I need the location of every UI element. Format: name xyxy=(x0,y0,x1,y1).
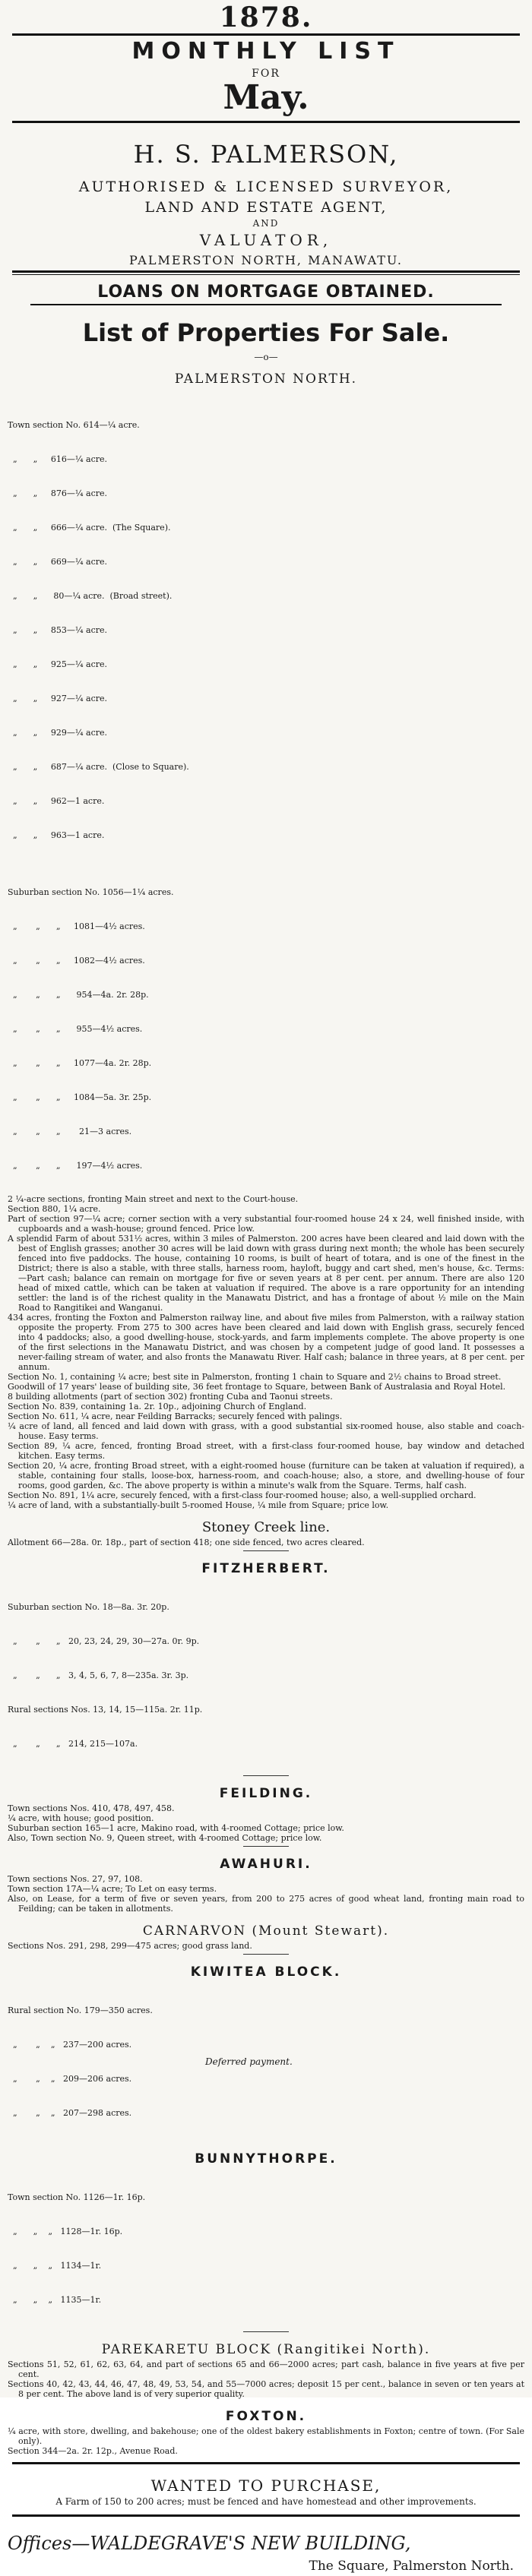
list-item: „ „ „ 1128—1r. 16p. xyxy=(8,2227,123,2236)
list-item: Town sections Nos. 27, 97, 108. xyxy=(8,1874,143,1884)
page-title: MONTHLY LIST xyxy=(131,38,401,65)
list-item: „ „ „ 237—200 acres. xyxy=(8,2040,132,2050)
list-item: Section No. 891, 1¼ acre, securely fenced, with a first-class four-roomed house; also, a well-supplied orchard. xyxy=(8,1490,477,1500)
list-item: Section 344—2a. 2r. 12p., Avenue Road. xyxy=(8,2446,178,2456)
list-item: „ „ 963—1 acre. xyxy=(8,830,105,840)
list-item: „ „ „ 1077—4a. 2r. 28p. xyxy=(8,1058,152,1068)
list-item: Goodwill of 17 years' lease of building site, 36 feet frontage to Square, between Bank of Australasia and Royal Hotel. xyxy=(8,1382,506,1392)
list-item: Suburban section 165—1 acre, Makino road, with 4-roomed Cottage; price low. xyxy=(8,1823,344,1833)
list-item: „ „ „ 1081—4½ acres. xyxy=(8,921,145,931)
wanted-rule xyxy=(12,2462,520,2464)
list-item: „ „ „ 3, 4, 5, 6, 7, 8—235a. 3r. 3p. xyxy=(8,1670,189,1680)
list-item: „ „ 927—¼ acre. xyxy=(8,694,107,703)
list-item: ¼ acre, with house; good position. xyxy=(8,1813,154,1823)
list-item: Also, on Lease, for a term of five or seven years, from 200 to 275 acres of good wheat land, fronting main road to Feilding; can be taken in allotments. xyxy=(8,1894,524,1914)
palmerston-entries xyxy=(8,1194,524,1510)
list-item: „ „ „ 209—206 acres. xyxy=(8,2074,132,2084)
kiwitea-block xyxy=(8,1982,524,2141)
list-item: „ „ 616—¼ acre. xyxy=(8,454,107,464)
town-section-list xyxy=(8,397,524,864)
list-item: Section 20, ¼ acre, fronting Broad street, with a eight-roomed house (furniture can be taken at valuation if required), a stable, containing four stalls, loose-box, harness-room, and coach-house; also, a store, and dwelling-house of four rooms, good garden, &c. The above property is within a minute's walk from the Square. Terms, half cash. xyxy=(8,1461,524,1490)
list-item: Section 880, 1¼ acre. xyxy=(8,1204,101,1214)
wanted-heading: WANTED TO PURCHASE, xyxy=(150,2476,382,2495)
section-heading-feilding: FEILDING. xyxy=(219,1786,313,1801)
list-item: Rural sections Nos. 13, 14, 15—115a. 2r. 11p. xyxy=(8,1705,203,1715)
list-item: Suburban section No. 18—8a. 3r. 20p. xyxy=(8,1602,169,1612)
list-item: „ „ „ 207—298 acres. xyxy=(8,2108,132,2118)
list-item: „ „ 666—¼ acre. (The Square). xyxy=(8,523,171,533)
agent-name: H. S. PALMERSON, xyxy=(133,140,399,169)
list-item: „ „ „ 1134—1r. xyxy=(8,2261,102,2271)
list-item: „ „ „ 1082—4½ acres. xyxy=(8,956,145,966)
offices-address: The Square, Palmerston North. xyxy=(309,2559,514,2574)
location-rule-thin xyxy=(12,274,520,275)
for-label: FOR xyxy=(252,68,280,80)
list-item: Section No. 839, containing 1a. 2r. 10p., adjoining Church of England. xyxy=(8,1402,307,1411)
list-item: Suburban section No. 1056—1¼ acres. xyxy=(8,887,174,897)
list-item: Section No. 1, containing ¼ acre; best site in Palmerston, fronting 1 chain to Square and 2½ chains to Broad street. xyxy=(8,1372,502,1382)
section-heading-parekaretu: PAREKARETU BLOCK (Rangitikei North). xyxy=(101,2342,431,2357)
list-item: „ „ „ 1084—5a. 3r. 25p. xyxy=(8,1092,152,1102)
agent-title-land: LAND AND ESTATE AGENT, xyxy=(144,199,388,216)
list-item: Also, Town section No. 9, Queen street, with 4-roomed Cottage; price low. xyxy=(8,1833,322,1843)
month: May. xyxy=(223,78,309,117)
list-item: Section 89, ¼ acre, fenced, fronting Broad street, with a first-class four-roomed house, bay window and detached kitchen. Easy terms. xyxy=(8,1441,524,1461)
list-item: „ „ „ 21—3 acres. xyxy=(8,1127,132,1136)
and-label: AND xyxy=(252,218,280,229)
list-item: Rural section No. 179—350 acres. xyxy=(8,2005,153,2015)
list-item: Sections Nos. 291, 298, 299—475 acres; good grass land. xyxy=(8,1941,252,1951)
agent-title-valuator: VALUATOR, xyxy=(199,231,333,249)
offices-rule xyxy=(12,2514,520,2517)
ornament: —o— xyxy=(254,352,278,362)
list-item: ¼ acre of land, all fenced and laid down with grass, with a good substantial six-roomed house, also stable and coach-house. Easy terms. xyxy=(8,1421,524,1441)
list-item: Sections 51, 52, 61, 62, 63, 64, and part of sections 65 and 66—2000 acres; part cash, balance in five years at five per cent. xyxy=(8,2359,524,2379)
list-item: „ „ 925—¼ acre. xyxy=(8,659,107,669)
divider xyxy=(243,1550,289,1551)
parekaretu-list xyxy=(8,2359,524,2399)
awahuri-list xyxy=(8,1874,524,1914)
offices-line: Offices—WALDEGRAVE'S NEW BUILDING, xyxy=(8,2533,411,2554)
list-item: „ „ 853—¼ acre. xyxy=(8,625,107,635)
section-heading-fitzherbert: FITZHERBERT. xyxy=(201,1561,331,1576)
year: 1878. xyxy=(219,2,313,33)
list-item: „ „ 929—¼ acre. xyxy=(8,728,107,738)
deferred-payment-note: Deferred payment. xyxy=(205,2056,293,2067)
suburban-section-list xyxy=(8,864,524,1194)
section-heading-foxton: FOXTON. xyxy=(225,2409,307,2424)
divider xyxy=(243,1846,289,1847)
section-heading-carnarvon: CARNARVON (Mount Stewart). xyxy=(142,1923,390,1939)
list-item: Sections 40, 42, 43, 44, 46, 47, 48, 49, 53, 54, and 55—7000 acres; deposit 15 per cent., balance in seven or ten years at 8 per cent. The above land is of very superior quality. xyxy=(8,2379,524,2399)
list-item: 2 ¼-acre sections, fronting Main street and next to the Court-house. xyxy=(8,1194,299,1204)
section-heading-kiwitea: KIWITEA BLOCK. xyxy=(190,1964,342,1980)
list-item: „ „ 669—¼ acre. xyxy=(8,557,107,567)
loans-banner: LOANS ON MORTGAGE OBTAINED. xyxy=(30,281,502,305)
list-item: „ „ 687—¼ acre. (Close to Square). xyxy=(8,762,189,772)
list-item: Section No. 611, ¼ acre, near Feilding Barracks; securely fenced with palings. xyxy=(8,1411,343,1421)
list-item: 8 building allotments (part of section 302) fronting Cuba and Taonui streets. xyxy=(8,1392,333,1402)
agent-title-surveyor: AUTHORISED & LICENSED SURVEYOR, xyxy=(78,179,454,195)
list-title: List of Properties For Sale. xyxy=(82,318,450,347)
fitzherbert-list xyxy=(8,1579,524,1772)
divider xyxy=(243,2331,289,2332)
list-item: Town section 17A—¼ acre; To Let on easy terms. xyxy=(8,1884,217,1894)
header-rule xyxy=(12,121,520,123)
divider xyxy=(243,1954,289,1955)
list-item: ¼ acre of land, with a substantially-built 5-roomed House, ¼ mile from Square; price low. xyxy=(8,1500,389,1510)
divider xyxy=(243,1775,289,1776)
list-item: „ „ 962—1 acre. xyxy=(8,796,105,806)
list-item: 434 acres, fronting the Foxton and Palmerston railway line, and about five miles from Palmerston, with a railway station opposite the property. From 275 to 300 acres have been cleared and laid down with English grass, securely fenced into 4 paddocks; also, a good dwelling-house, stock-yards, and farm implements complete. The above property is one of the first selections in the Manawatu District, and was chosen by a competent judge of good land. It possesses a never-failing stream of water, and also fronts the Manawatu River. Half cash; balance in three years, at 8 per cent. per annum. xyxy=(8,1313,524,1372)
list-item: „ „ „ 20, 23, 24, 29, 30—27a. 0r. 9p. xyxy=(8,1636,200,1646)
wanted-text: A Farm of 150 to 200 acres; must be fenced and have homestead and other improvements. xyxy=(55,2496,477,2507)
section-heading-palmerston: PALMERSTON NORTH. xyxy=(174,371,358,387)
list-item: „ „ „ 1135—1r. xyxy=(8,2295,102,2305)
bunnythorpe-list xyxy=(8,2169,524,2328)
list-item: A splendid Farm of about 531½ acres, within 3 miles of Palmerston. 200 acres have been cleared and laid down with the best of English grasses; another 30 acres will be laid down with grass during next month; the whole has been securely fenced into five paddocks. The house, containing 10 rooms, is built of heart of totara, and is one of the finest in the District; there is also a stable, with three stalls, harness room, hayloft, buggy and cart shed, men's house, &c. Terms:—Part cash; balance can remain on mortgage for five or seven years at 8 per cent. per annum. There are also 120 head of mixed cattle, which can be taken at valuation if required. The above is a rare opportunity for an intending settler: the land is of the richest quality in the Manawatu District, and has a frontage of about ½ mile on the Main Road to Rangitikei and Wanganui. xyxy=(8,1234,524,1313)
list-item: „ „ 876—¼ acre. xyxy=(8,488,107,498)
list-item: „ „ „ 955—4½ acres. xyxy=(8,1024,143,1034)
list-item: Town sections Nos. 410, 478, 497, 458. xyxy=(8,1803,175,1813)
list-item: ¼ acre, with store, dwelling, and bakehouse; one of the oldest bakery establishments in Foxton; centre of town. (For Sale only). xyxy=(8,2426,524,2446)
section-heading-awahuri: AWAHURI. xyxy=(220,1857,312,1872)
list-item: „ „ „ 954—4a. 2r. 28p. xyxy=(8,990,149,1000)
agent-location: PALMERSTON NORTH, MANAWATU. xyxy=(128,253,404,267)
list-item: Part of section 97—¼ acre; corner section with a very substantial four-roomed house 24 x 24, well finished inside, with cupboards and a wash-house; ground fenced. Price low. xyxy=(8,1214,524,1234)
list-item: Town section No. 614—¼ acre. xyxy=(8,420,140,430)
list-item: Town section No. 1126—1r. 16p. xyxy=(8,2192,146,2202)
feilding-list xyxy=(8,1803,524,1843)
foxton-list xyxy=(8,2426,524,2456)
kiwitea-list xyxy=(8,1982,205,2141)
list-item: „ „ „ 214, 215—107a. xyxy=(8,1739,138,1749)
list-item: „ „ „ 197—4½ acres. xyxy=(8,1161,143,1171)
list-item: „ „ 80—¼ acre. (Broad street). xyxy=(8,591,173,601)
location-rule xyxy=(12,270,520,273)
section-heading-bunnythorpe: BUNNYTHORPE. xyxy=(195,2151,337,2167)
section-heading-stoney-creek: Stoney Creek line. xyxy=(201,1519,331,1535)
list-item: Allotment 66—28a. 0r. 18p., part of section 418; one side fenced, two acres cleared. xyxy=(8,1538,365,1547)
